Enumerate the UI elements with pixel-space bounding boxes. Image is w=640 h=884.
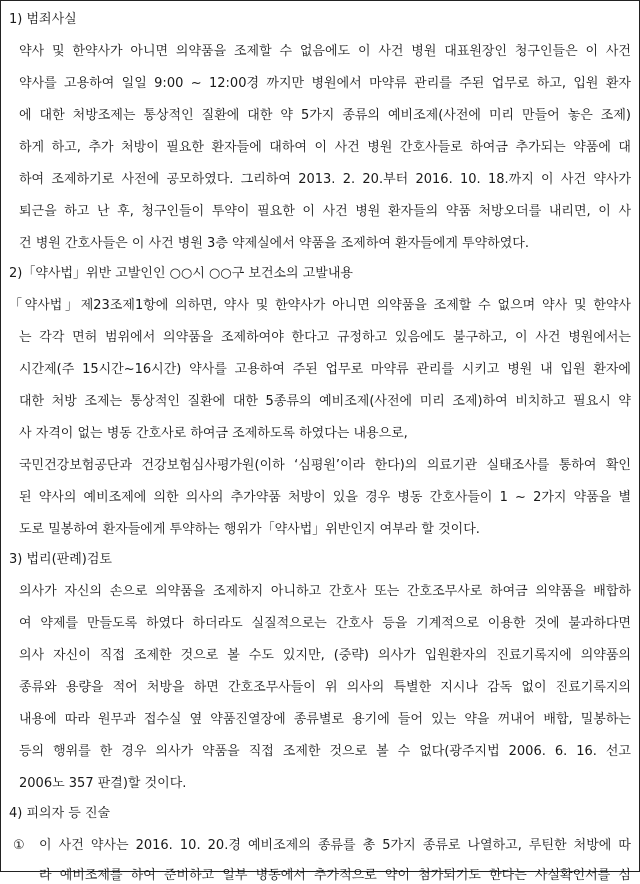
list-item-line: 라 예비조제를 하여 준비하고 일부 병동에서 추가적으로 약이 첨가되기도 한다는 사실확인서를 심	[39, 868, 631, 883]
paragraph-line: 의사가 자신의 손으로 의약품을 조제하지 아니하고 간호사 또는 간호조무사로 하여금 의약품을 배합하	[19, 584, 631, 599]
paragraph-line: 시간제(주 15시간~16시간) 약사를 고용하여 주된 업무로 마약류 관리를 시키고 병원 내 입원 환자에	[19, 362, 631, 377]
paragraph-line: 된 약사의 예비조제에 의한 의사의 추가약품 처방이 있을 경우 병동 간호사들이 1 ~ 2가지 약품을 별	[19, 490, 631, 505]
paragraph-line: 약사를 고용하여 일일 9:00 ~ 12:00경 까지만 병원에서 마약류 관리를 주된 업무로 하고, 입원 환자	[19, 76, 631, 91]
paragraph-line: 2006노 357 판결)할 것이다.	[19, 776, 187, 791]
paragraph-line: 하여 조제하기로 사전에 공모하였다. 그리하여 2013. 2. 20.부터 2016. 10. 18.까지 이 사건 약사가	[19, 172, 631, 187]
section-heading-legal-review: 3) 법리(판례)검토	[9, 552, 112, 567]
list-item-marker: ①	[13, 838, 25, 853]
paragraph-line: 사 자격이 없는 병동 간호사로 하여금 조제하도록 하였다는 내용으로,	[19, 426, 408, 441]
section-heading-complaint: 2)「약사법」위반 고발인인 ○○시 ○○구 보건소의 고발내용	[9, 266, 353, 281]
paragraph-line: 는 각각 면허 범위에서 의약품을 조제하여야 한다고 규정하고 있음에도 불구하고, 이 사건 병원에서는	[19, 330, 631, 345]
paragraph-line: 국민건강보험공단과 건강보험심사평가원(이하 ‘심평원’이라 한다)의 의료기관 실태조사를 통하여 확인	[19, 458, 631, 473]
paragraph-line: 퇴근을 하고 난 후, 청구인들이 투약이 필요한 이 사건 병원 환자들의 약품 처방오더를 내리면, 이 사	[19, 204, 631, 219]
paragraph-line: 건 병원 간호사들은 이 사건 병원 3층 약제실에서 약품을 조제하여 환자들에게 투약하였다.	[19, 236, 529, 251]
paragraph-line: 종류와 용량을 적어 처방을 하면 간호조무사들이 위 의사의 특별한 지시나 감독 없이 진료기록지의	[19, 680, 631, 695]
paragraph-line: 내용에 따라 원무과 접수실 옆 약품진열장에 종류별로 용기에 들어 있는 약을 꺼내어 배합, 밀봉하는	[19, 712, 631, 727]
paragraph-line: 도로 밀봉하여 환자들에게 투약하는 행위가「약사법」위반인지 여부라 할 것이다.	[19, 522, 480, 537]
paragraph-line: 여 약제를 만들도록 하였다 하더라도 실질적으로는 간호사 등을 기계적으로 이용한 것에 불과하다면	[19, 616, 631, 631]
paragraph-line: 등의 행위를 한 경우 의사가 약품을 직접 조제한 것으로 볼 수 없다(광주지법 2006. 6. 16. 선고	[19, 744, 631, 759]
paragraph-line: 「약사법」제23조제1항에 의하면, 약사 및 한약사가 아니면 의약품을 조제할 수 없으며 약사 및 한약사	[9, 298, 631, 313]
paragraph-line: 약사 및 한약사가 아니면 의약품을 조제할 수 없음에도 이 사건 병원 대표원장인 청구인들은 이 사건	[19, 44, 631, 59]
paragraph-line: 대한 처방 조제는 통상적인 질환에 대한 5종류의 예비조제(사전에 미리 조제)하여 비치하고 필요시 약	[19, 394, 631, 409]
section-heading-statements: 4) 피의자 등 진술	[9, 806, 111, 821]
paragraph-line: 의사 자신이 직접 조제한 것으로 볼 수도 있지만, (중략) 의사가 입원환자의 진료기록지에 의약품의	[19, 648, 631, 663]
paragraph-line: 에 대한 처방조제는 통상적인 질환에 대한 약 5가지 종류의 예비조제(사전에 미리 만들어 놓은 조제)	[19, 108, 631, 123]
paragraph-line: 하게 하고, 추가 처방이 필요한 환자들에 대하여 이 사건 병원 간호사들로 하여금 추가되는 약품에 대	[19, 140, 631, 155]
list-item-line: 이 사건 약사는 2016. 10. 20.경 예비조제의 종류를 총 5가지 종류로 나열하고, 루틴한 처방에 따	[39, 838, 631, 853]
section-heading-crime-facts: 1) 범죄사실	[9, 12, 77, 27]
